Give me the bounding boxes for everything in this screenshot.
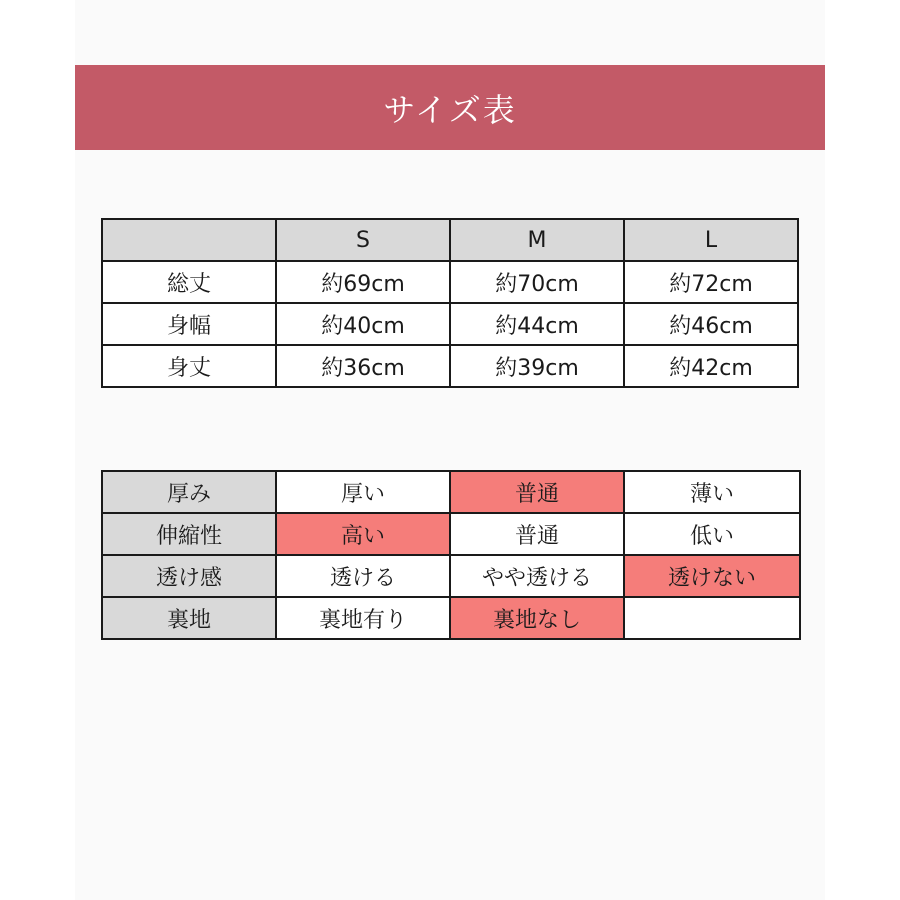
attr-option: 厚い <box>276 471 450 513</box>
table-cell: 約36cm <box>276 345 450 387</box>
attribute-table <box>101 470 801 640</box>
attr-label-stretch: 伸縮性 <box>102 513 276 555</box>
table-cell: 約69cm <box>276 261 450 303</box>
size-header-s: S <box>276 219 450 261</box>
attr-option: 普通 <box>450 513 624 555</box>
attr-option: 透ける <box>276 555 450 597</box>
row-label-total-length: 総丈 <box>102 261 276 303</box>
table-cell: 約44cm <box>450 303 624 345</box>
table-row <box>102 261 798 303</box>
row-label-body-length: 身丈 <box>102 345 276 387</box>
table-row <box>102 555 800 597</box>
attr-label-lining: 裏地 <box>102 597 276 639</box>
attr-option: 裏地有り <box>276 597 450 639</box>
size-table <box>101 218 799 388</box>
table-cell: 約39cm <box>450 345 624 387</box>
attr-option: 低い <box>624 513 800 555</box>
attr-option-selected: 高い <box>276 513 450 555</box>
title-banner <box>75 65 825 150</box>
table-cell: 約70cm <box>450 261 624 303</box>
attr-option <box>624 597 800 639</box>
size-header-l: L <box>624 219 798 261</box>
attr-option: 薄い <box>624 471 800 513</box>
attr-option-selected: 普通 <box>450 471 624 513</box>
attr-option: やや透ける <box>450 555 624 597</box>
table-cell: 約46cm <box>624 303 798 345</box>
table-row <box>102 303 798 345</box>
row-label-width: 身幅 <box>102 303 276 345</box>
attr-option-selected: 裏地なし <box>450 597 624 639</box>
table-row <box>102 597 800 639</box>
attr-label-thickness: 厚み <box>102 471 276 513</box>
attr-label-sheerness: 透け感 <box>102 555 276 597</box>
table-row <box>102 345 798 387</box>
size-table-corner-cell <box>102 219 276 261</box>
size-table-header-row <box>102 219 798 261</box>
page-title: サイズ表 <box>383 90 517 129</box>
table-cell: 約40cm <box>276 303 450 345</box>
attr-option-selected: 透けない <box>624 555 800 597</box>
table-cell: 約42cm <box>624 345 798 387</box>
table-cell: 約72cm <box>624 261 798 303</box>
table-row <box>102 471 800 513</box>
table-row <box>102 513 800 555</box>
size-header-m: M <box>450 219 624 261</box>
